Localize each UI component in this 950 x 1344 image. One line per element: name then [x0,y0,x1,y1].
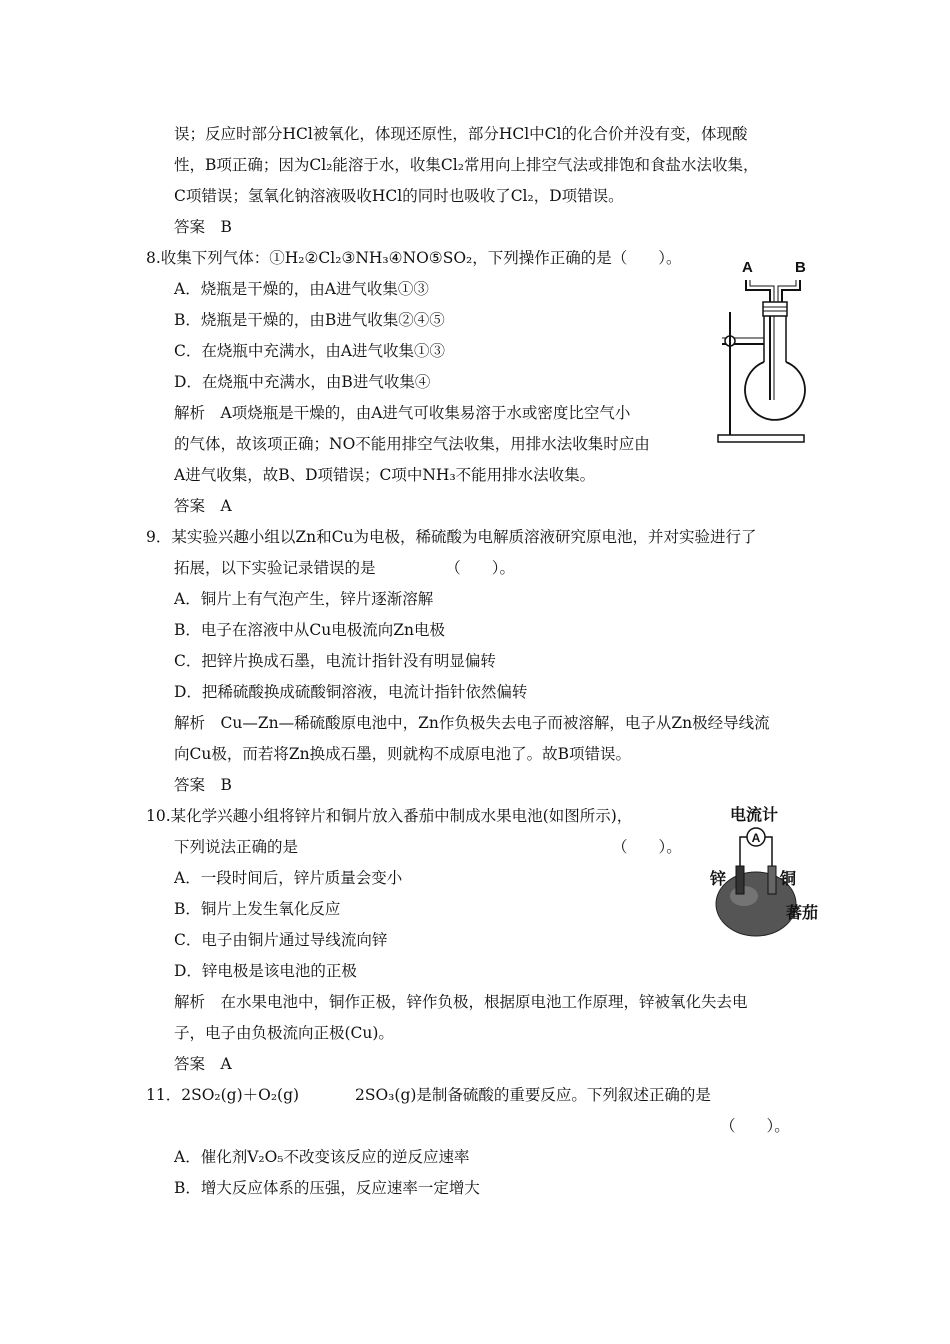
analysis-line: 解析 在水果电池中，铜作正极，锌作负极，根据原电池工作原理，锌被氧化失去电 [174,993,748,1011]
fruit-battery-figure [706,800,826,942]
zinc-electrode [736,866,744,894]
analysis-line: A进气收集，故B、D项错误；C项中NH₃不能用排水法收集。 [174,466,596,484]
option-line: A．一段时间后，锌片质量会变小 [174,869,403,887]
question-11: 11．2SO₂(g)＋O₂(g) [146,1086,300,1104]
option-line: B．电子在溶液中从Cu电极流向Zn电极 [174,621,445,639]
option-line: A．烧瓶是干燥的，由A进气收集①③ [174,280,429,298]
text-line: 性，B项正确；因为Cl₂能溶于水，收集Cl₂常用向上排空气法或排饱和食盐水法收集， [174,156,759,174]
question-10: 10.某化学兴趣小组将锌片和铜片放入番茄中制成水果电池(如图所示)， [146,807,633,825]
question-9: 9．某实验兴趣小组以Zn和Cu为电极，稀硫酸为电解质溶液研究原电池，并对实验进行了 [146,528,757,546]
answer-line: 答案 B [174,218,232,236]
text-line: 误；反应时部分HCl被氧化，体现还原性，部分HCl中Cl的化合价并没有变，体现酸 [174,125,748,143]
option-line: B．增大反应体系的压强，反应速率一定增大 [174,1179,480,1197]
analysis-line: 向Cu极，而若将Zn换成石墨，则就构不成原电池了。故B项错误。 [174,745,631,763]
text-line: C项错误；氢氧化钠溶液吸收HCl的同时也吸收了Cl₂，D项错误。 [174,187,624,205]
label-a: A [742,259,753,276]
question-line: 下列说法正确的是 [174,838,299,856]
tomato-label: 蕃茄 [786,903,819,922]
option-line: A．催化剂V₂O₅不改变该反应的逆反应速率 [174,1148,470,1166]
option-line: D．把稀硫酸换成硫酸铜溶液，电流计指针依然偏转 [174,683,528,701]
option-line: D．锌电极是该电池的正极 [174,962,357,980]
option-line: A．铜片上有气泡产生，锌片逐渐溶解 [174,590,434,608]
answer-blank: （ ）。 [612,838,682,856]
option-line: C．电子由铜片通过导线流向锌 [174,931,388,949]
option-line: D．在烧瓶中充满水，由B进气收集④ [174,373,431,391]
label-b: B [795,259,806,276]
question-line: 拓展，以下实验记录错误的是 （ ）。 [174,559,516,577]
answer-line: 答案 B [174,776,232,794]
ammeter-symbol: A [751,831,761,845]
question-11-cont: 2SO₃(g)是制备硫酸的重要反应。下列叙述正确的是 [355,1086,711,1104]
analysis-line: 解析 Cu—Zn—稀硫酸原电池中，Zn作负极失去电子而被溶解，电子从Zn极经导线流 [174,714,770,732]
analysis-line: 的气体，故该项正确；NO不能用排空气法收集，用排水法收集时应由 [174,435,650,453]
question-8: 8.收集下列气体：①H₂②Cl₂③NH₃④NO⑤SO₂，下列操作正确的是（ ）。 [146,249,682,267]
copper-label: 铜 [780,869,797,888]
analysis-line: 子，电子由负极流向正极(Cu)。 [174,1024,394,1042]
option-line: C．在烧瓶中充满水，由A进气收集①③ [174,342,446,360]
zinc-label: 锌 [710,869,727,888]
flask-apparatus-figure [700,252,820,452]
option-line: C．把锌片换成石墨，电流计指针没有明显偏转 [174,652,496,670]
copper-electrode [768,866,776,894]
option-line: B．烧瓶是干燥的，由B进气收集②④⑤ [174,311,445,329]
answer-blank: （ ）。 [720,1117,790,1135]
meter-label: 电流计 [730,805,779,824]
option-line: B．铜片上发生氧化反应 [174,900,341,918]
analysis-line: 解析 A项烧瓶是干燥的，由A进气可收集易溶于水或密度比空气小 [174,404,631,422]
answer-line: 答案 A [174,1055,232,1073]
answer-line: 答案 A [174,497,232,515]
